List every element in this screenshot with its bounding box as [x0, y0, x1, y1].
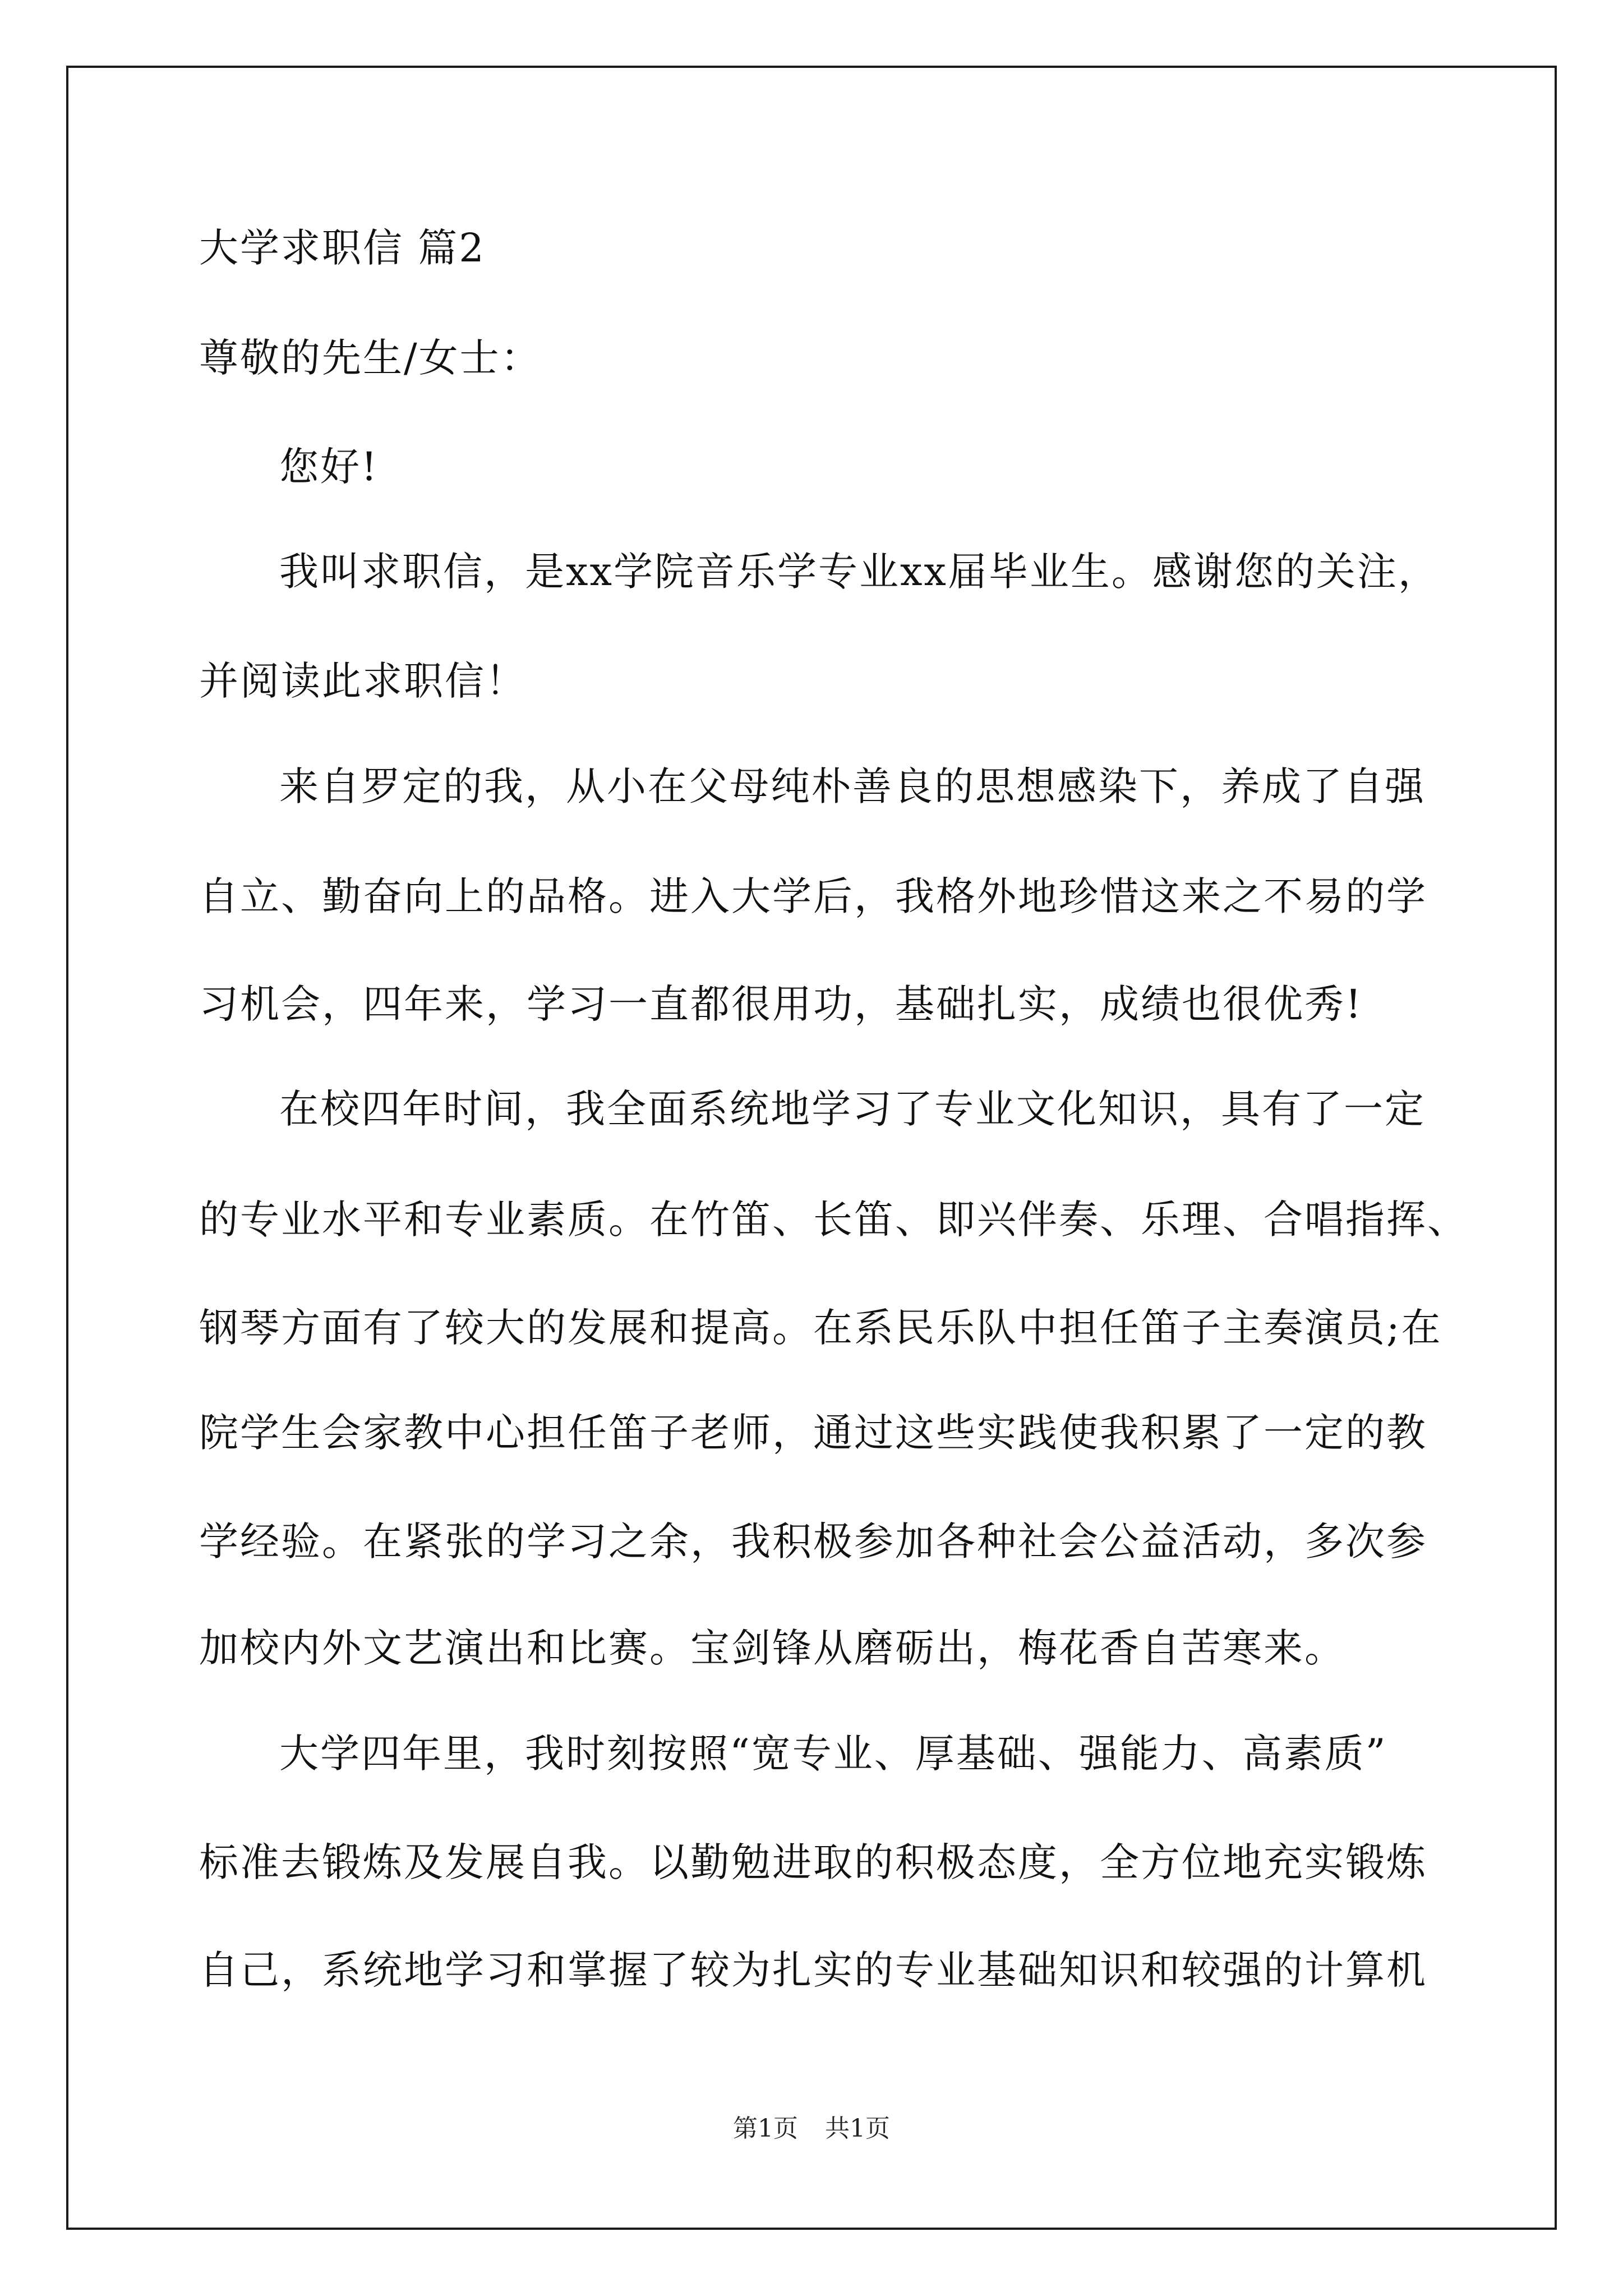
paragraph-line: 自立、勤奋向上的品格。进入大学后，我格外地珍惜这来之不易的学: [199, 873, 1427, 919]
paragraph-line: 加校内外文艺演出和比赛。宝剑锋从磨砺出，梅花香自苦寒来。: [199, 1625, 1345, 1671]
paragraph-line: 习机会，四年来，学习一直都很用功，基础扎实，成绩也很优秀!: [199, 981, 1363, 1027]
page-footer: [0, 2115, 1623, 2143]
paragraph-line: 钢琴方面有了较大的发展和提高。在系民乐队中担任笛子主奏演员;在: [199, 1305, 1442, 1351]
paragraph-line: 的专业水平和专业素质。在竹笛、长笛、即兴伴奏、乐理、合唱指挥、: [199, 1197, 1468, 1243]
page-number: 第1页: [733, 2114, 798, 2143]
paragraph-line: 我叫求职信，是xx学院音乐学专业xx届毕业生。感谢您的关注，: [279, 549, 1439, 595]
page-total: 共1页: [825, 2114, 890, 2143]
paragraph-line: 标准去锻炼及发展自我。以勤勉进取的积极态度，全方位地充实锻炼: [199, 1839, 1427, 1885]
page-border: [66, 66, 1557, 2230]
paragraph-line: 自己，系统地学习和掌握了较为扎实的专业基础知识和较强的计算机: [199, 1947, 1427, 1993]
document-heading: 大学求职信 篇2: [199, 225, 486, 271]
salutation: 尊敬的先生/女士：: [199, 335, 542, 381]
paragraph-line: 学经验。在紧张的学习之余，我积极参加各种社会公益活动，多次参: [199, 1519, 1427, 1565]
paragraph-line: 院学生会家教中心担任笛子老师，通过这些实践使我积累了一定的教: [199, 1410, 1427, 1456]
paragraph-line: 在校四年时间，我全面系统地学习了专业文化知识，具有了一定: [279, 1086, 1426, 1132]
greeting: 您好!: [279, 444, 379, 490]
paragraph-line: 来自罗定的我，从小在父母纯朴善良的思想感染下，养成了自强: [279, 763, 1426, 809]
paragraph-line: 大学四年里，我时刻按照“宽专业、厚基础、强能力、高素质”: [279, 1731, 1387, 1777]
paragraph-line: 并阅读此求职信！: [199, 658, 527, 704]
